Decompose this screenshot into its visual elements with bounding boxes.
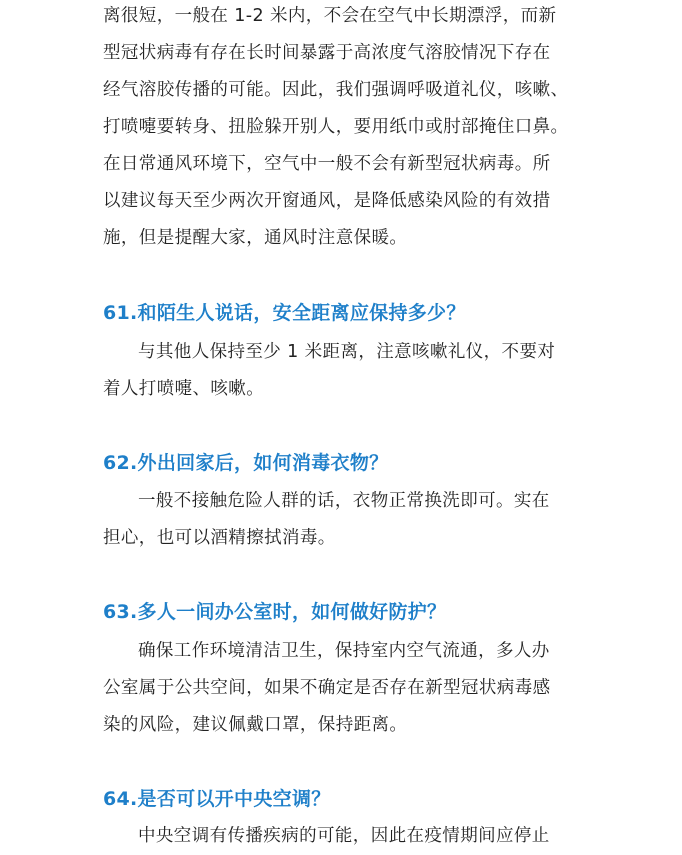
- paragraph-line: 在日常通风环境下，空气中一般不会有新型冠状病毒。所: [103, 154, 551, 174]
- paragraph-line: 与其他人保持至少 1 米距离，注意咳嗽礼仪，不要对: [138, 342, 556, 362]
- section-heading: 62.外出回家后，如何消毒衣物？: [103, 452, 389, 474]
- paragraph-line: 公室属于公共空间，如果不确定是否存在新型冠状病毒感: [103, 678, 551, 698]
- qa-section-62: [103, 448, 579, 478]
- qa-answer-63: [103, 633, 579, 744]
- section-heading: 64.是否可以开中央空调？: [103, 788, 331, 810]
- section-heading: 61.和陌生人说话，安全距离应保持多少？: [103, 302, 466, 324]
- qa-answer-61: [103, 334, 579, 408]
- intro-paragraph: [103, 0, 579, 257]
- section-heading: 63.多人一间办公室时，如何做好防护？: [103, 601, 447, 623]
- paragraph-line: 一般不接触危险人群的话，衣物正常换洗即可。实在: [138, 491, 550, 511]
- paragraph-line: 型冠状病毒有存在长时间暴露于高浓度气溶胶情况下存在: [103, 43, 551, 63]
- paragraph-line: 打喷嚏要转身、扭脸躲开别人，要用纸巾或肘部掩住口鼻。: [103, 117, 569, 137]
- qa-answer-62: [103, 483, 579, 557]
- paragraph-line: 中央空调有传播疾病的可能，因此在疫情期间应停止: [138, 826, 550, 846]
- qa-section-61: [103, 298, 579, 328]
- paragraph-line: 确保工作环境清洁卫生，保持室内空气流通，多人办: [138, 641, 550, 661]
- qa-answer-64: [103, 818, 579, 855]
- qa-section-63: [103, 597, 579, 627]
- paragraph-line: 担心，也可以酒精擦拭消毒。: [103, 528, 336, 548]
- paragraph-line: 施，但是提醒大家，通风时注意保暖。: [103, 228, 408, 248]
- paragraph-line: 着人打喷嚏、咳嗽。: [103, 379, 265, 399]
- paragraph-line: 染的风险，建议佩戴口罩，保持距离。: [103, 715, 408, 735]
- paragraph-line: 以建议每天至少两次开窗通风，是降低感染风险的有效措: [103, 191, 551, 211]
- qa-section-64: [103, 784, 579, 814]
- paragraph-line: 经气溶胶传播的可能。因此，我们强调呼吸道礼仪，咳嗽、: [103, 80, 569, 100]
- paragraph-line: 离很短，一般在 1-2 米内，不会在空气中长期漂浮，而新: [103, 6, 557, 26]
